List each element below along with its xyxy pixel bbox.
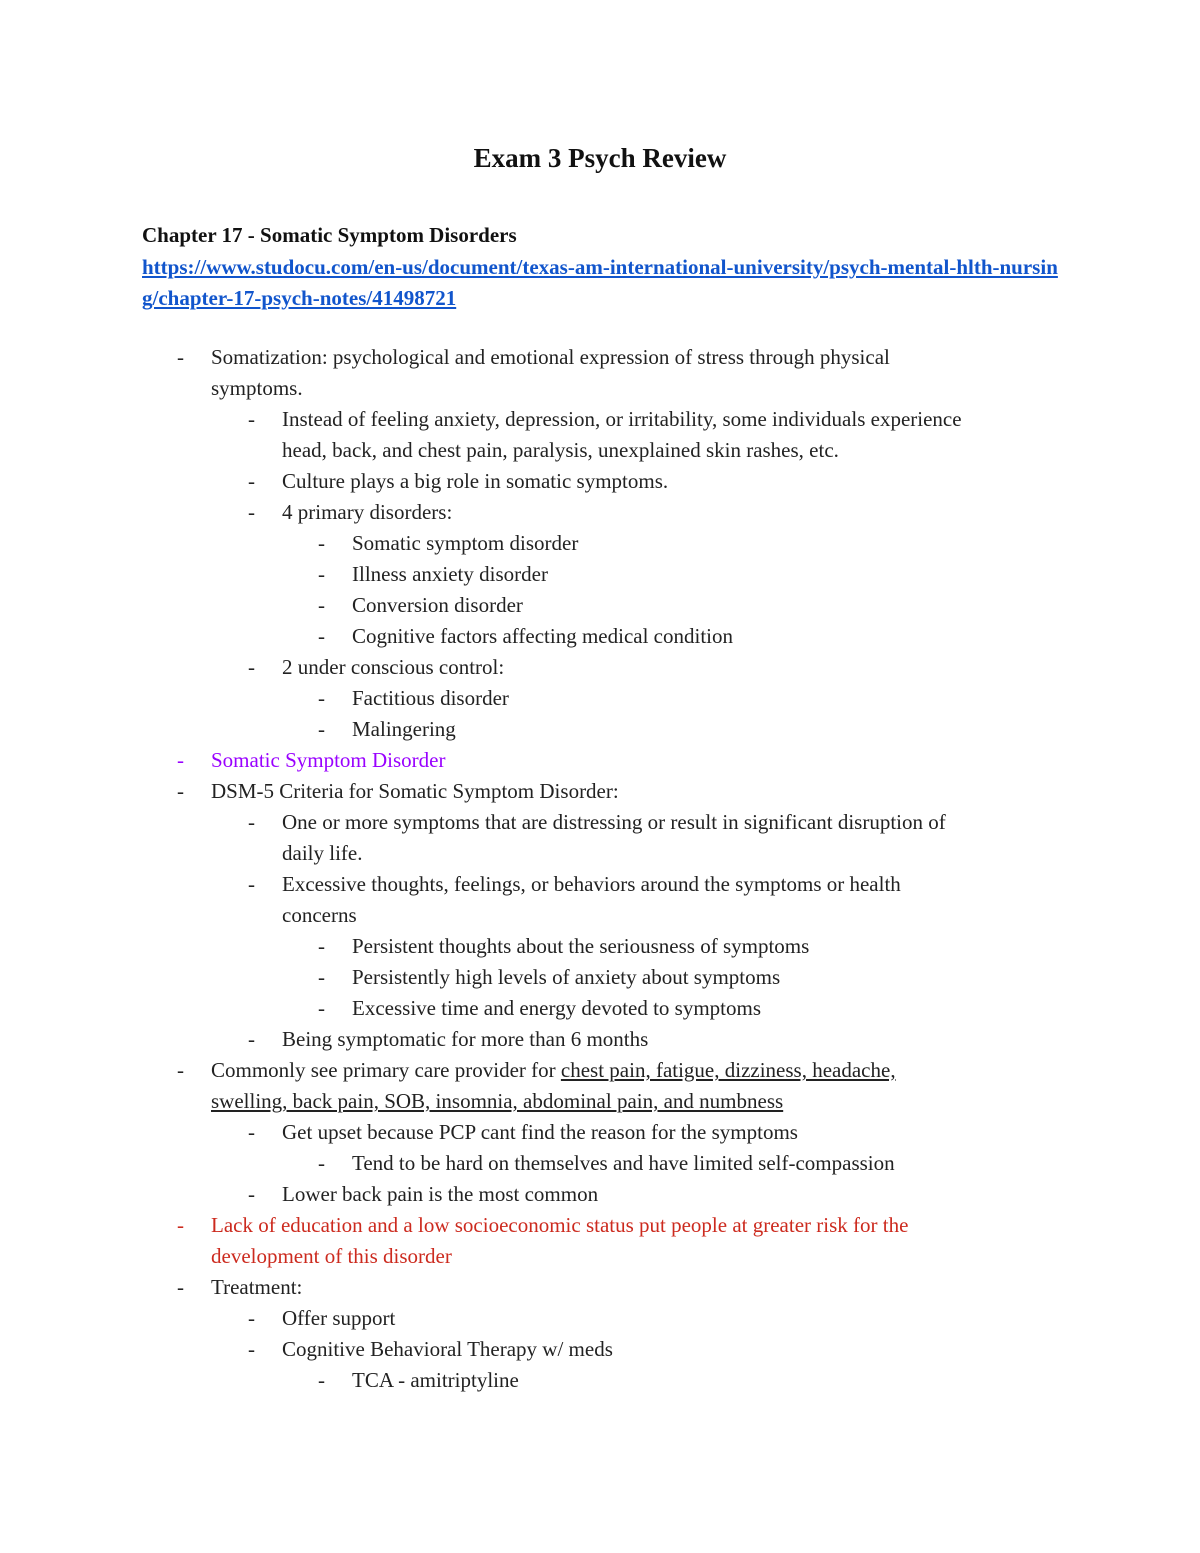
ssd-line: Somatic symptom disorder: [352, 531, 579, 555]
bullet-dash: -: [248, 655, 255, 679]
bullet-dash: -: [177, 1213, 184, 1237]
illness-anxiety-line: Illness anxiety disorder: [352, 562, 548, 586]
factitious-line: Factitious disorder: [352, 686, 509, 710]
instead-line: Instead of feeling anxiety, depression, or irritability, some individuals experience: [282, 407, 962, 431]
commonly-line: [211, 1055, 896, 1086]
ssd-heading-line: Somatic Symptom Disorder: [211, 748, 446, 772]
bullet-dash: -: [248, 810, 255, 834]
common-symptoms-underlined-cont: swelling, back pain, SOB, insomnia, abdominal pain, and numbness: [211, 1089, 784, 1113]
excessive-time-line: Excessive time and energy devoted to symptoms: [352, 996, 762, 1020]
one-or-more-line-cont: daily life.: [282, 841, 363, 865]
bullet-dash: -: [318, 593, 325, 617]
upset-line: Get upset because PCP cant find the reason for the symptoms: [282, 1120, 798, 1144]
excessive-line: Excessive thoughts, feelings, or behaviors around the symptoms or health: [282, 872, 901, 896]
bullet-dash: -: [177, 1058, 184, 1082]
bullet-dash: -: [318, 1151, 325, 1175]
bullet-dash: -: [318, 686, 325, 710]
malingering-line: Malingering: [352, 717, 456, 741]
four-primary-line: 4 primary disorders:: [282, 500, 453, 524]
bullet-dash: -: [248, 469, 255, 493]
persistent-thoughts-line: Persistent thoughts about the seriousness of symptoms: [352, 934, 810, 958]
common-symptoms-underlined: chest pain, fatigue, dizziness, headache,: [560, 1058, 896, 1082]
bullet-dash: -: [248, 1306, 255, 1330]
offer-support-line: Offer support: [282, 1306, 396, 1330]
treatment-line: Treatment:: [211, 1275, 303, 1299]
somatization-line: Somatization: psychological and emotional expression of stress through physical: [211, 345, 890, 369]
bullet-dash: -: [248, 1182, 255, 1206]
bullet-dash: -: [248, 407, 255, 431]
instead-line-cont: head, back, and chest pain, paralysis, unexplained skin rashes, etc.: [282, 438, 839, 462]
one-or-more-line: One or more symptoms that are distressing or result in significant disruption of: [282, 810, 946, 834]
two-under-line: 2 under conscious control:: [282, 655, 505, 679]
commonly-prefix: Commonly see primary care provider for: [211, 1058, 561, 1082]
somatization-line-cont: symptoms.: [211, 376, 303, 400]
hard-on-line: Tend to be hard on themselves and have limited self-compassion: [352, 1151, 895, 1175]
tca-line: TCA - amitriptyline: [352, 1368, 519, 1392]
chapter-notes-link[interactable]: https://www.studocu.com/en-us/document/texas-am-international-university/psych-mental-hlth-nursing/chapter-17-psych-notes/41498721: [142, 255, 1058, 310]
page-title: Exam 3 Psych Review: [473, 143, 727, 173]
bullet-dash: -: [318, 717, 325, 741]
bullet-dash: -: [248, 1120, 255, 1144]
bullet-dash: -: [248, 1337, 255, 1361]
bullet-dash: -: [318, 624, 325, 648]
persistently-high-line: Persistently high levels of anxiety about symptoms: [352, 965, 781, 989]
conversion-line: Conversion disorder: [352, 593, 523, 617]
bullet-dash: -: [318, 1368, 325, 1392]
bullet-dash: -: [177, 748, 184, 772]
bullet-dash: -: [318, 562, 325, 586]
bullet-dash: -: [318, 996, 325, 1020]
bullet-dash: -: [177, 779, 184, 803]
bullet-dash: -: [318, 965, 325, 989]
bullet-dash: -: [177, 1275, 184, 1299]
bullet-dash: -: [318, 934, 325, 958]
culture-line: Culture plays a big role in somatic symptoms.: [282, 469, 669, 493]
bullet-dash: -: [248, 872, 255, 896]
excessive-line-cont: concerns: [282, 903, 357, 927]
bullet-dash: -: [248, 1027, 255, 1051]
cbt-line: Cognitive Behavioral Therapy w/ meds: [282, 1337, 613, 1361]
lower-back-line: Lower back pain is the most common: [282, 1182, 599, 1206]
dsm-line: DSM-5 Criteria for Somatic Symptom Disorder:: [211, 779, 619, 803]
bullet-dash: -: [248, 500, 255, 524]
six-months-line: Being symptomatic for more than 6 months: [282, 1027, 649, 1051]
bullet-dash: -: [177, 345, 184, 369]
bullet-dash: -: [318, 531, 325, 555]
lack-education-line: Lack of education and a low socioeconomic status put people at greater risk for the: [211, 1213, 909, 1237]
chapter-heading: Chapter 17 - Somatic Symptom Disorders: [142, 223, 517, 247]
cognitive-factors-line: Cognitive factors affecting medical condition: [352, 624, 733, 648]
lack-education-line-cont: development of this disorder: [211, 1244, 452, 1268]
